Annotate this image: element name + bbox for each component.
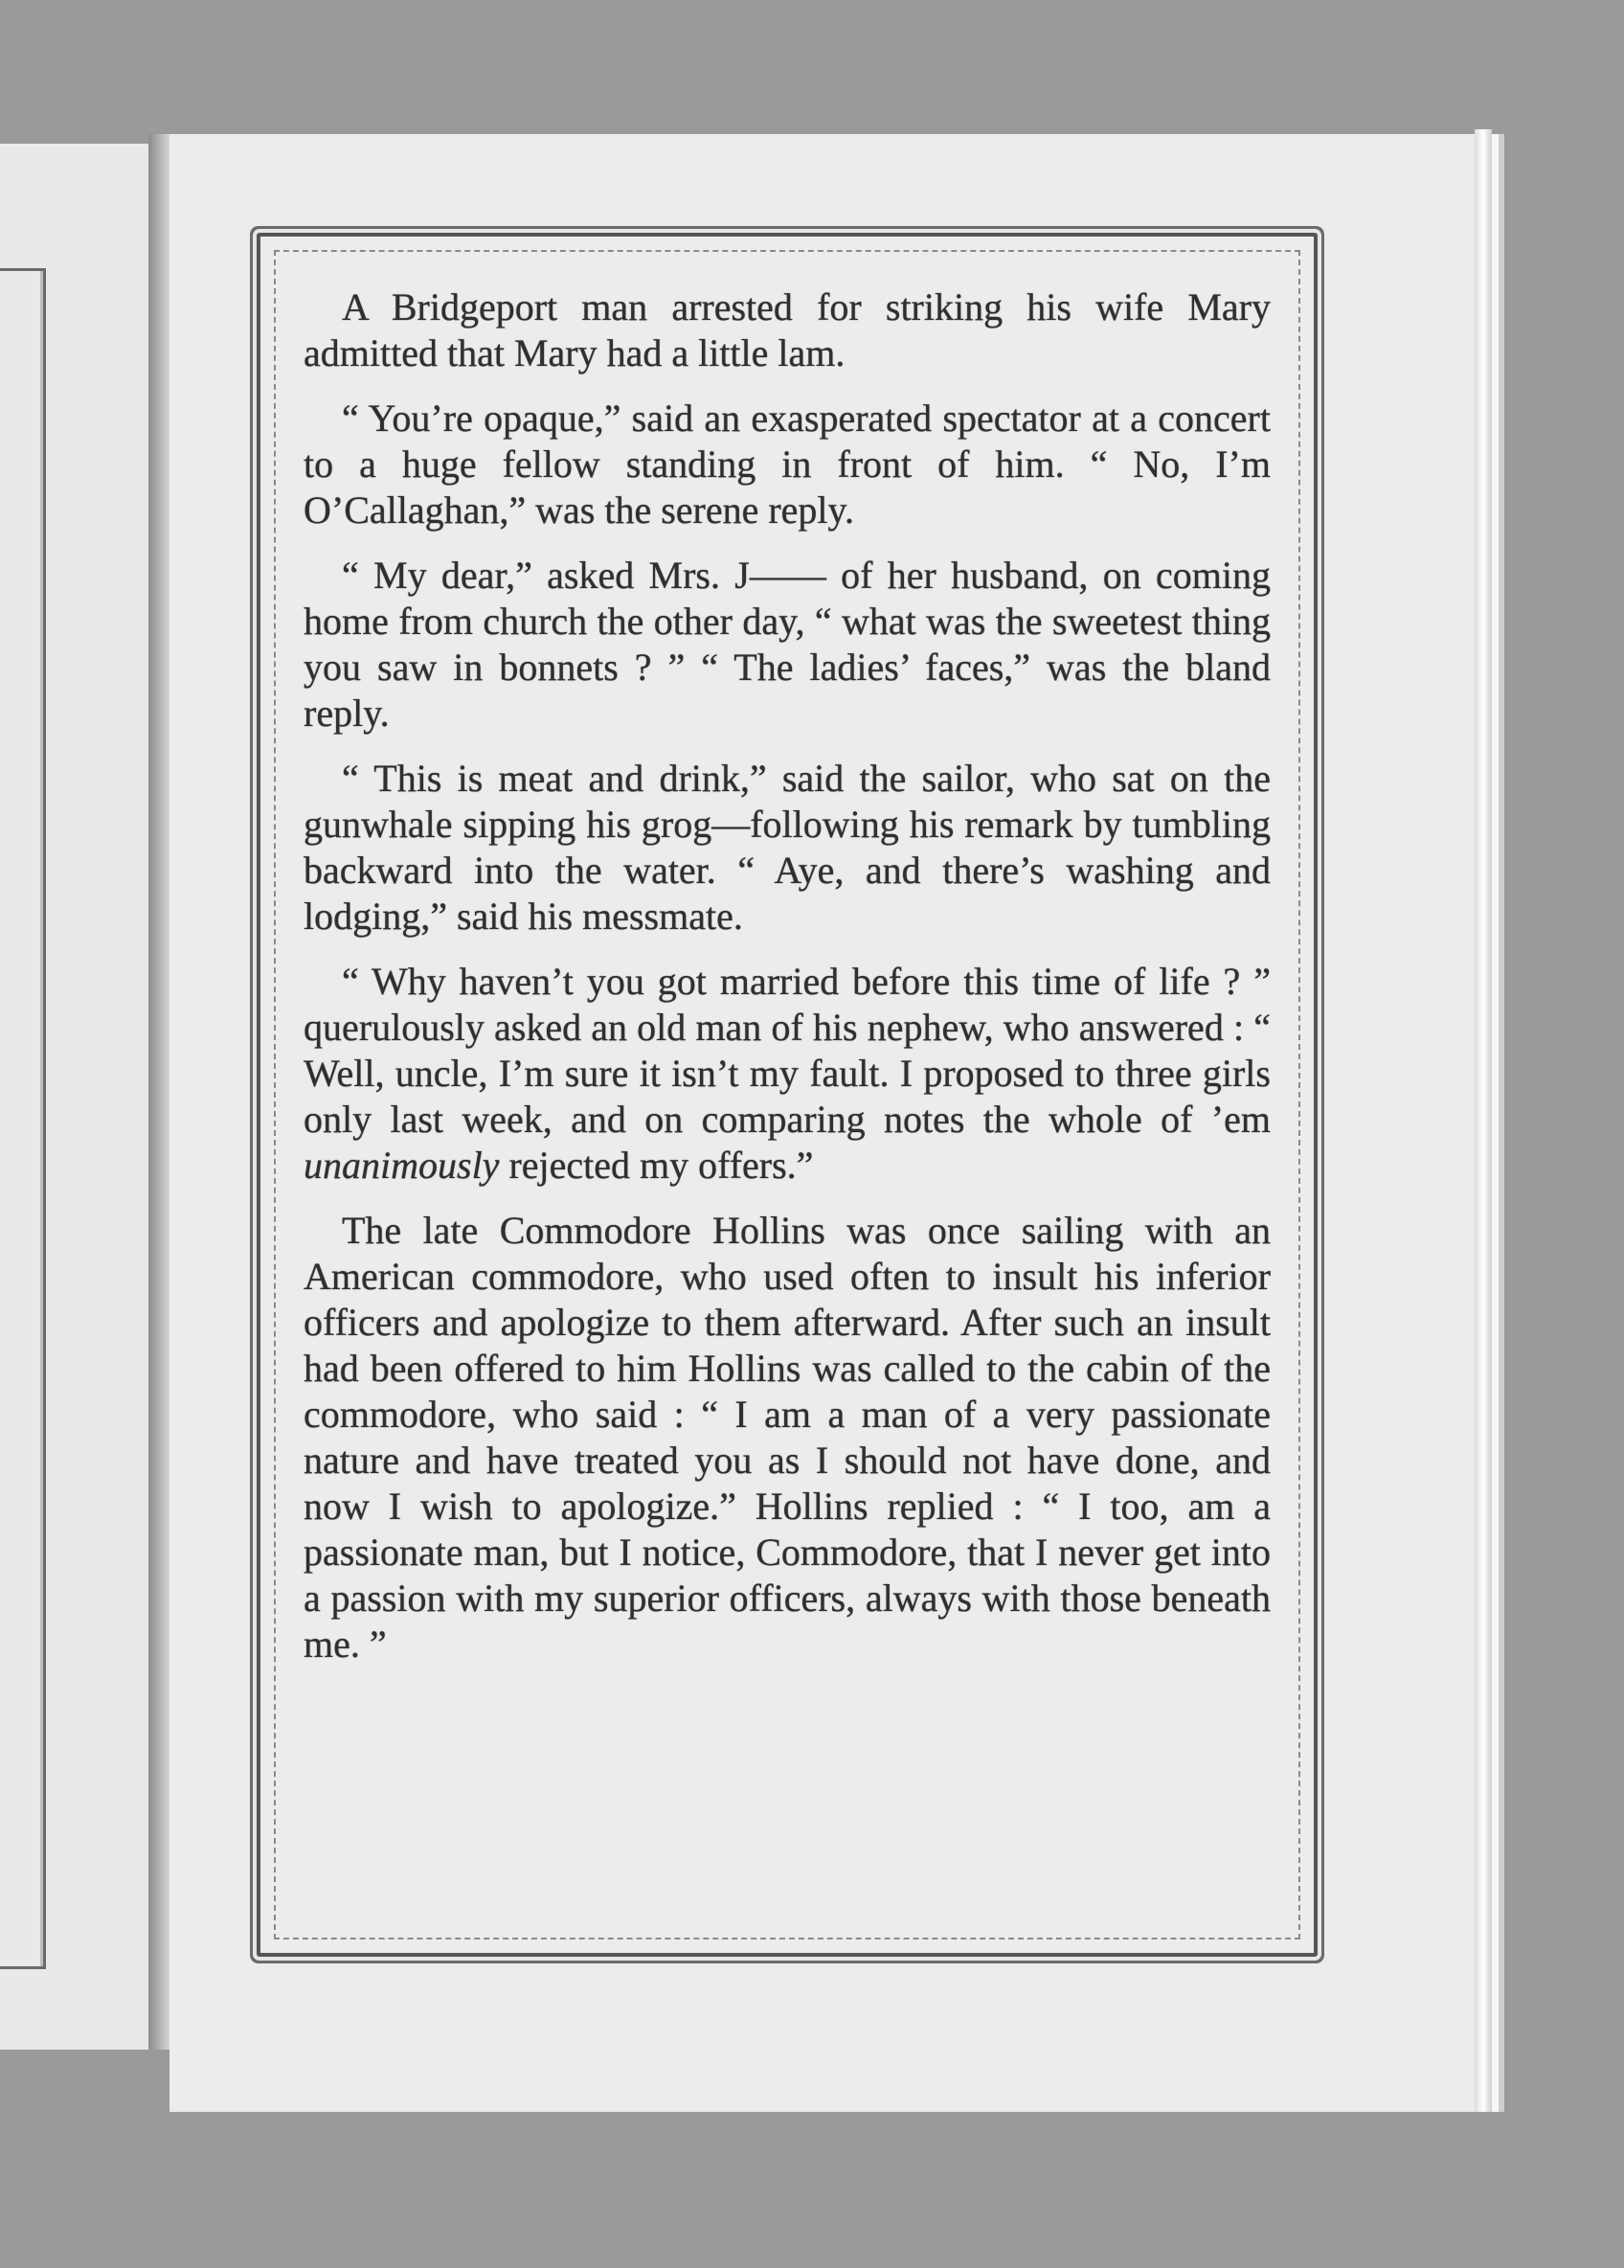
paragraph: A Bridgeport man arrested for striking his wife Mary admitted that Mary had a little lam.	[304, 285, 1271, 374]
paragraph: “ This is meat and drink,” said the sailor, who sat on the gunwhale sipping his grog—following his remark by tumbling backward into the water. “ Aye, and there’s washing and lodging,” said his messmate.	[304, 757, 1271, 938]
emphasis-text: unanimously	[304, 1144, 500, 1187]
paragraph: “ My dear,” asked Mrs. J—— of her husband, on coming home from church the other day, “ what was the sweetest thing you saw in bonnets ? ” “ The ladies’ faces,” was the bland reply.	[304, 554, 1271, 735]
paragraph-text: “ Why haven’t you got married before this time of life ? ” querulously asked an old man of his nephew, who answered : “ Well, uncle, I’m sure it isn’t my fault. I proposed to three girls only last week, and on comparing notes the whole of ’em	[304, 960, 1271, 1141]
paragraph-text: rejected my offers.”	[508, 1144, 814, 1187]
paragraph: “ You’re opaque,” said an exasperated spectator at a concert to a huge fellow standing in front of him. “ No, I’m O’Callaghan,” was the serene reply.	[304, 397, 1271, 532]
decorative-border	[257, 233, 1318, 1957]
book-gutter	[148, 134, 169, 2050]
paragraph	[304, 959, 1271, 1189]
left-page	[0, 144, 151, 2050]
text-content	[304, 284, 1271, 1687]
paragraph: The late Commodore Hollins was once sailing with an American commodore, who used often to insult his inferior officers and apologize to them afterward. After such an insult had been offered to him Hollins was called to the cabin of the commodore, who said : “ I am a man of a very passionate nature and have treated you as I should not have done, and now I wish to apologize.” Hollins replied : “ I too, am a passionate man, but I notice, Commodore, that I never get into a passion with my superior officers, always with those beneath me. ”	[304, 1209, 1271, 1666]
page-edge	[1475, 129, 1492, 2112]
left-page-border	[0, 268, 46, 1969]
